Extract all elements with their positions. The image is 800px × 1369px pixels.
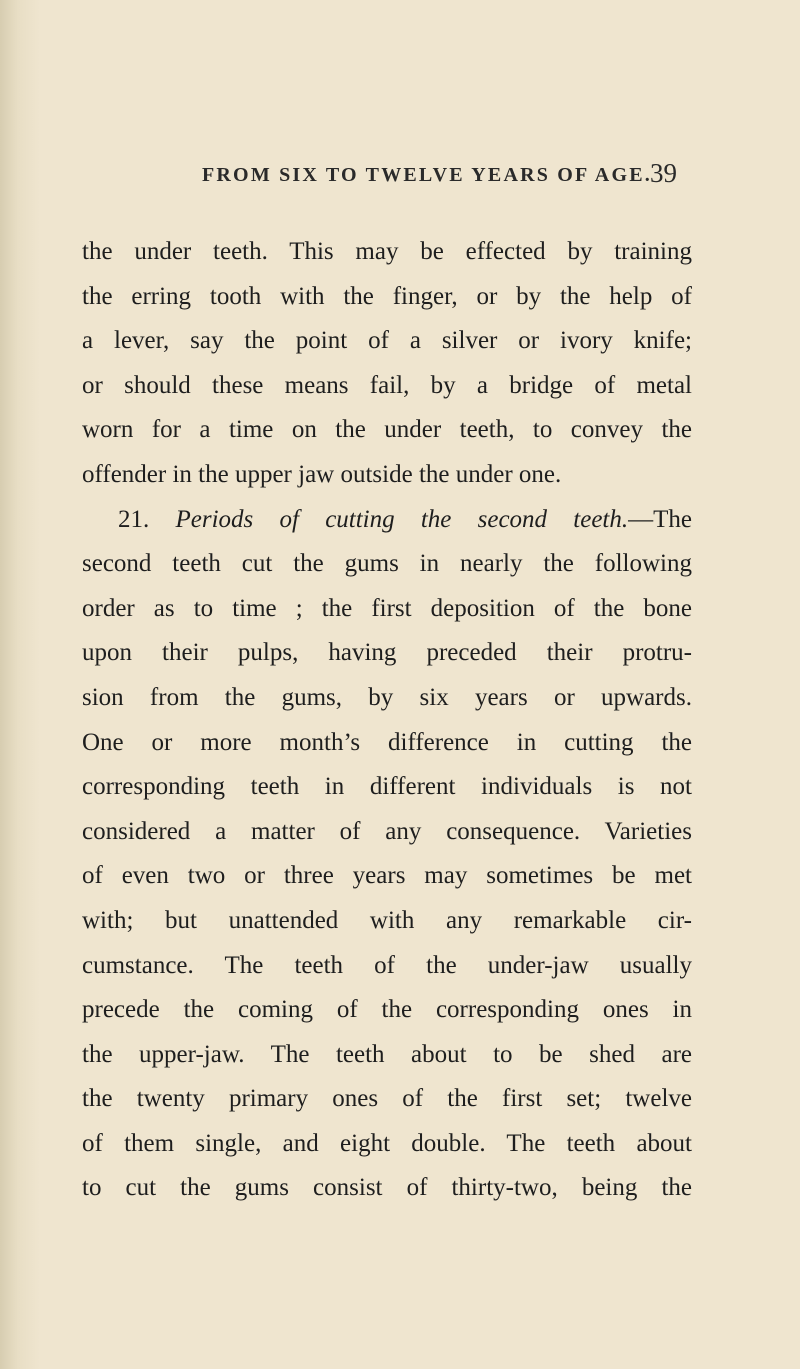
text-line: of them single, and eight double. The teeth about — [82, 1129, 692, 1157]
text-line: worn for a time on the under teeth, to convey the — [82, 416, 692, 444]
text-line: second teeth cut the gums in nearly the following — [82, 550, 692, 578]
text-line: a lever, say the point of a silver or ivory knife; — [82, 327, 692, 355]
page-number: 39 — [650, 158, 677, 188]
text-line: order as to time ; the first deposition of the bone — [82, 594, 692, 622]
text-line: the under teeth. This may be effected by training — [82, 238, 692, 265]
text-line: of even two or three years may sometimes be met — [82, 862, 692, 890]
text-line: the erring tooth with the finger, or by the help of — [82, 282, 692, 310]
text-line: or should these means fail, by a bridge of metal — [82, 371, 692, 399]
page-header — [0, 158, 800, 198]
text-line: cumstance. The teeth of the under-jaw usually — [82, 951, 692, 979]
text-line: precede the coming of the corresponding ones in — [82, 996, 692, 1024]
running-head: FROM SIX TO TWELVE YEARS OF AGE. — [202, 164, 652, 186]
text-line: sion from the gums, by six years or upwards. — [82, 683, 692, 711]
text-line: to cut the gums consist of thirty-two, being the — [82, 1174, 692, 1202]
text-line: upon their pulps, having preceded their protru- — [82, 639, 692, 667]
body-text — [82, 238, 692, 1219]
text-line: One or more month’s difference in cutting the — [82, 728, 692, 756]
text-line: with; but unattended with any remarkable cir- — [82, 906, 692, 934]
text-line: corresponding teeth in different individuals is not — [82, 773, 692, 801]
text-line: offender in the upper jaw outside the under one. — [82, 460, 562, 488]
text-line: the twenty primary ones of the first set; twelve — [82, 1085, 692, 1113]
section-heading-line — [82, 506, 692, 551]
text-line: considered a matter of any consequence. Varieties — [82, 817, 692, 845]
section-heading-rest: —The — [628, 505, 693, 533]
section-title: Periods of cutting the second teeth. — [175, 505, 629, 533]
text-line: the upper-jaw. The teeth about to be shed are — [82, 1040, 692, 1068]
section-number: 21. — [118, 505, 150, 533]
